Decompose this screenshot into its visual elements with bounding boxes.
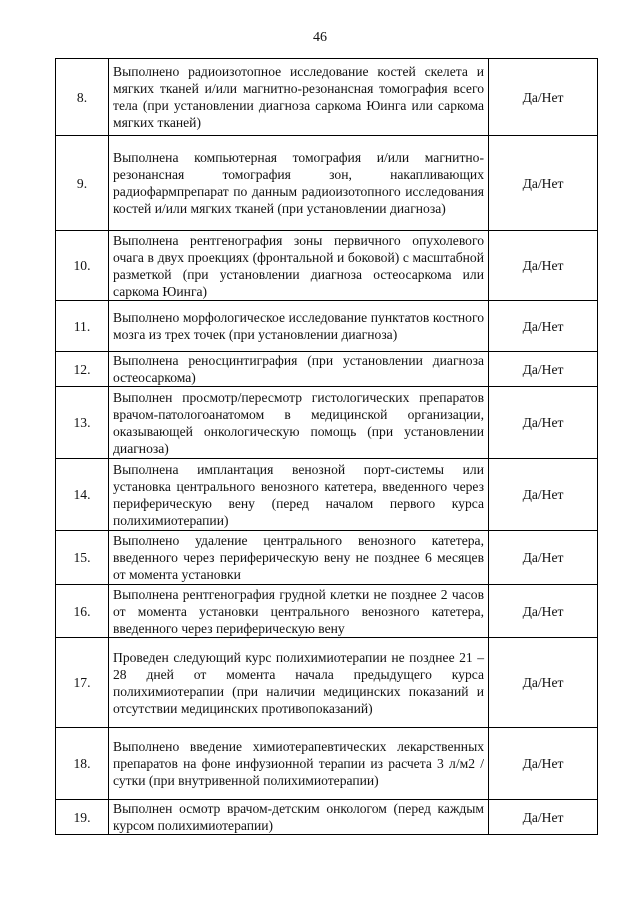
answer-cell: Да/Нет xyxy=(489,136,598,231)
row-number: 16. xyxy=(56,585,109,638)
criterion-text: Выполнено введение химиотерапевтических лекарственных препаратов на фоне инфузионной терапии из расчета 3 л/м2 /сутки (при внутривенной полихимиотерапии) xyxy=(109,728,489,800)
answer-cell: Да/Нет xyxy=(489,301,598,352)
criterion-text: Выполнена имплантация венозной порт-системы или установка центрального венозного катетера, введенного через периферическую вену (перед началом первого курса полихимиотерапии) xyxy=(109,459,489,531)
table-row xyxy=(56,59,598,136)
criterion-text: Проведен следующий курс полихимиотерапии не позднее 21 – 28 дней от момента начала предыдущего курса полихимиотерапии (при наличии медицинских показаний и отсутствии медицинских противопоказаний) xyxy=(109,638,489,728)
table-row xyxy=(56,459,598,531)
answer-cell: Да/Нет xyxy=(489,231,598,301)
criterion-text: Выполнен осмотр врачом-детским онкологом (перед каждым курсом полихимиотерапии) xyxy=(109,800,489,835)
table-row xyxy=(56,301,598,352)
row-number: 13. xyxy=(56,387,109,459)
table-row xyxy=(56,638,598,728)
table-row xyxy=(56,728,598,800)
answer-cell: Да/Нет xyxy=(489,387,598,459)
row-number: 14. xyxy=(56,459,109,531)
criterion-text: Выполнено морфологическое исследование пунктатов костного мозга из трех точек (при установлении диагноза) xyxy=(109,301,489,352)
answer-cell: Да/Нет xyxy=(489,352,598,387)
criterion-text: Выполнено радиоизотопное исследование костей скелета и мягких тканей и/или магнитно-резонансная томография всего тела (при установлении диагноза саркома Юинга или саркома мягких тканей) xyxy=(109,59,489,136)
row-number: 12. xyxy=(56,352,109,387)
answer-cell: Да/Нет xyxy=(489,728,598,800)
criterion-text: Выполнена компьютерная томография и/или магнитно-резонансная томография зон, накапливающих радиофармпрепарат по данным радиоизотопного исследования костей и/или мягких тканей (при установлении диагноза) xyxy=(109,136,489,231)
row-number: 10. xyxy=(56,231,109,301)
page-number: 46 xyxy=(313,30,327,45)
table-row xyxy=(56,800,598,835)
table-row xyxy=(56,352,598,387)
answer-cell: Да/Нет xyxy=(489,585,598,638)
table-row xyxy=(56,585,598,638)
criterion-text: Выполнена реносцинтиграфия (при установлении диагноза остеосаркома) xyxy=(109,352,489,387)
criterion-text: Выполнена рентгенография грудной клетки не позднее 2 часов от момента установки центрального венозного катетера, введенного через периферическую вену xyxy=(109,585,489,638)
answer-cell: Да/Нет xyxy=(489,638,598,728)
row-number: 18. xyxy=(56,728,109,800)
table-row xyxy=(56,136,598,231)
row-number: 8. xyxy=(56,59,109,136)
table-row xyxy=(56,531,598,585)
criteria-table xyxy=(55,58,598,835)
row-number: 11. xyxy=(56,301,109,352)
answer-cell: Да/Нет xyxy=(489,531,598,585)
answer-cell: Да/Нет xyxy=(489,459,598,531)
answer-cell: Да/Нет xyxy=(489,59,598,136)
row-number: 19. xyxy=(56,800,109,835)
criterion-text: Выполнено удаление центрального венозного катетера, введенного через периферическую вену не позднее 6 месяцев от момента установки xyxy=(109,531,489,585)
row-number: 15. xyxy=(56,531,109,585)
answer-cell: Да/Нет xyxy=(489,800,598,835)
table-row xyxy=(56,387,598,459)
criterion-text: Выполнен просмотр/пересмотр гистологических препаратов врачом-патологоанатомом в медицинской организации, оказывающей онкологическую помощь (при установлении диагноза) xyxy=(109,387,489,459)
row-number: 9. xyxy=(56,136,109,231)
table-row xyxy=(56,231,598,301)
criterion-text: Выполнена рентгенография зоны первичного опухолевого очага в двух проекциях (фронтальной и боковой) с масштабной разметкой (при установлении диагноза остеосаркома или саркома Юинга) xyxy=(109,231,489,301)
row-number: 17. xyxy=(56,638,109,728)
